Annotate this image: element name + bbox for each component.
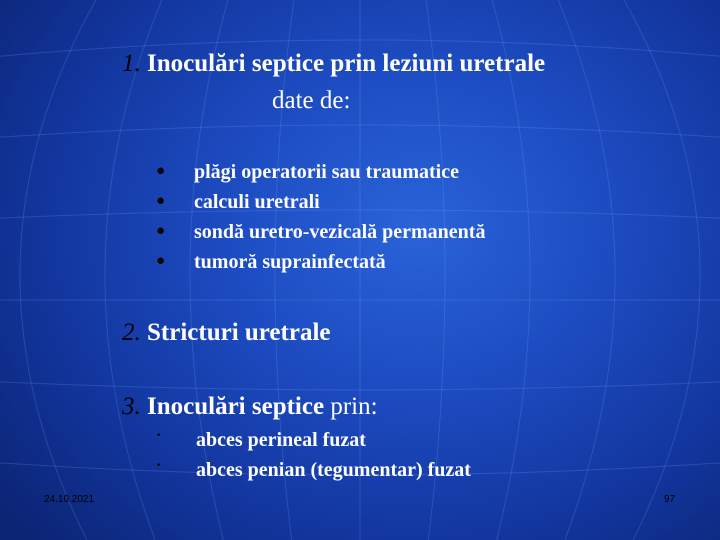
list-item-text: tumoră suprainfectată	[194, 251, 386, 273]
section-3-list	[156, 427, 471, 490]
page-number: 97	[664, 494, 676, 505]
section-3-suffix: prin:	[330, 393, 378, 420]
list-item-text: plăgi operatorii sau traumatice	[194, 161, 459, 183]
section-3-heading	[122, 394, 378, 419]
list-item	[156, 161, 485, 192]
list-item-text: abces perineal fuzat	[196, 429, 366, 451]
bullet-icon: ·	[156, 427, 162, 444]
section-1-title: Inoculări septice prin leziuni uretrale	[147, 50, 546, 77]
bullet-icon: ●	[156, 223, 166, 239]
list-item-text: abces penian (tegumentar) fuzat	[196, 459, 471, 481]
section-2-number: 2.	[122, 319, 141, 346]
section-3-number: 3.	[122, 393, 141, 420]
bullet-icon: ●	[156, 253, 166, 269]
footer-date: 24.10.2021	[44, 494, 95, 505]
bullet-icon: ●	[156, 193, 166, 209]
section-1-subtitle: date de:	[272, 87, 351, 114]
section-2-heading	[122, 320, 331, 345]
list-item	[156, 427, 471, 460]
bullet-icon: ●	[156, 163, 166, 179]
list-item	[156, 457, 471, 490]
list-item	[156, 191, 485, 222]
list-item-text: calculi uretrali	[194, 191, 320, 213]
section-1-list	[156, 161, 486, 282]
list-item-text: sondă uretro-vezicală permanentă	[194, 221, 486, 243]
list-item	[156, 221, 486, 252]
section-3-title: Inoculări septice	[147, 393, 325, 420]
bullet-icon: ·	[156, 457, 162, 474]
section-2-title: Stricturi uretrale	[147, 319, 331, 346]
list-item	[156, 251, 485, 282]
section-1-number: 1.	[122, 50, 141, 77]
section-1-heading	[122, 51, 545, 76]
